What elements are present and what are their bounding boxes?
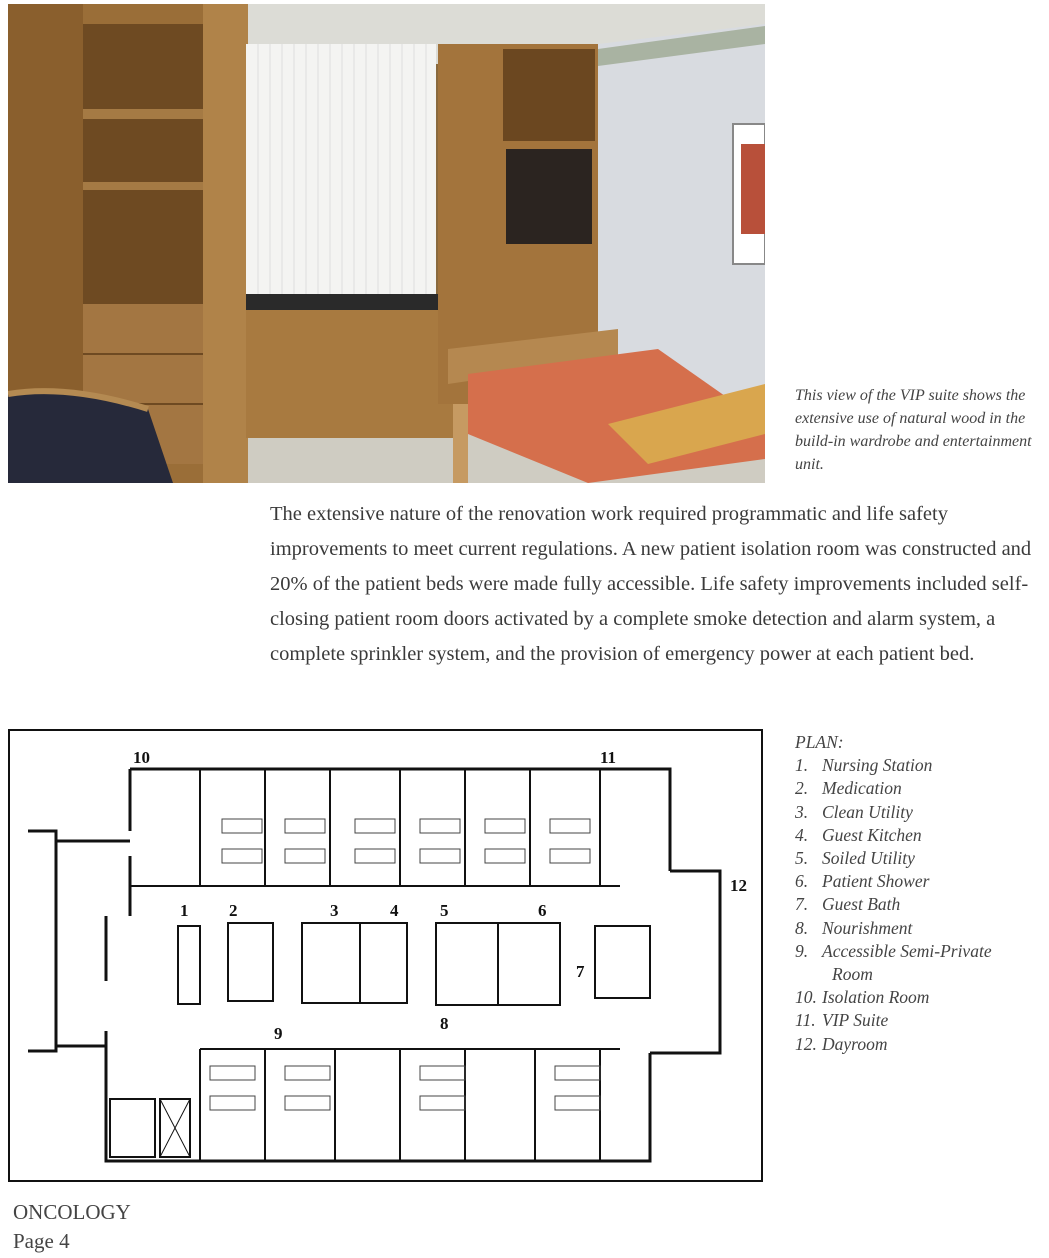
plan-label-9: 9	[274, 1024, 283, 1043]
legend-item-number: 9.	[795, 940, 809, 961]
photo-caption: This view of the VIP suite shows the extensive use of natural wood in the build-in wardrobe and entertainment unit.	[795, 387, 1032, 473]
legend-item-number: 2.	[795, 778, 809, 799]
legend-item	[795, 1009, 1045, 1032]
legend-item-number: 1.	[795, 755, 809, 776]
legend-item-number: 11.	[795, 1010, 816, 1031]
legend-item-label: Guest Kitchen	[822, 824, 922, 845]
legend-item	[795, 824, 1045, 847]
legend-item-number: 12.	[795, 1033, 817, 1054]
legend-item	[795, 986, 1045, 1009]
legend-item-number: 3.	[795, 801, 809, 822]
legend-item-label: Room	[832, 964, 873, 985]
legend-item-label: Clean Utility	[822, 801, 913, 822]
legend-title: PLAN:	[795, 732, 844, 752]
legend-item-label: Nourishment	[822, 917, 913, 938]
legend-item	[795, 870, 1045, 893]
floor-plan	[8, 729, 763, 1182]
plan-label-2: 2	[229, 901, 238, 920]
legend-item	[795, 893, 1045, 916]
legend-item	[795, 801, 1045, 824]
plan-label-5: 5	[440, 901, 449, 920]
legend-item-number: 8.	[795, 917, 809, 938]
legend-item-label: Isolation Room	[822, 987, 930, 1008]
body-paragraph: The extensive nature of the renovation work required programmatic and life safety improvements to meet current regulations. A new patient isolation room was constructed and 20% of the patient beds were made fully accessible. Life safety improvements included self-closing patient room doors activated by a complete smoke detection and alarm system, a complete sprinkler system, and the provision of emergency power at each patient bed.	[270, 503, 1032, 665]
plan-label-1: 1	[180, 901, 189, 920]
section-title: ONCOLOGY	[13, 1200, 131, 1224]
page-number: Page 4	[13, 1229, 70, 1253]
vip-suite-photo	[8, 4, 765, 483]
legend-item-label: Accessible Semi-Private	[822, 940, 992, 961]
legend-item-number: 7.	[795, 894, 809, 915]
legend-item-number: 10.	[795, 987, 817, 1008]
legend-item-label: Soiled Utility	[822, 848, 915, 869]
plan-label-7: 7	[576, 962, 585, 981]
legend-item	[795, 940, 1045, 963]
page-footer	[13, 1198, 131, 1256]
legend-item-label: VIP Suite	[822, 1010, 889, 1031]
legend-item-number: 5.	[795, 848, 809, 869]
legend-item	[795, 754, 1045, 777]
legend-item-label: Nursing Station	[822, 755, 933, 776]
legend-item	[795, 1033, 1045, 1056]
legend-list	[795, 754, 1045, 1056]
plan-legend	[795, 731, 1045, 1056]
legend-item-label: Medication	[822, 778, 902, 799]
legend-item-label: Guest Bath	[822, 894, 901, 915]
legend-item	[795, 847, 1045, 870]
legend-item-continuation	[795, 963, 1045, 986]
plan-label-10: 10	[133, 748, 150, 767]
plan-label-8: 8	[440, 1014, 449, 1033]
plan-label-6: 6	[538, 901, 547, 920]
legend-item	[795, 917, 1045, 940]
plan-label-12: 12	[730, 876, 747, 895]
legend-item-number: 6.	[795, 871, 809, 892]
legend-item	[795, 777, 1045, 800]
plan-label-3: 3	[330, 901, 339, 920]
legend-item-number: 4.	[795, 824, 809, 845]
legend-item-label: Dayroom	[822, 1033, 888, 1054]
plan-label-11: 11	[600, 748, 617, 767]
plan-label-4: 4	[390, 901, 399, 920]
legend-item-label: Patient Shower	[822, 871, 930, 892]
